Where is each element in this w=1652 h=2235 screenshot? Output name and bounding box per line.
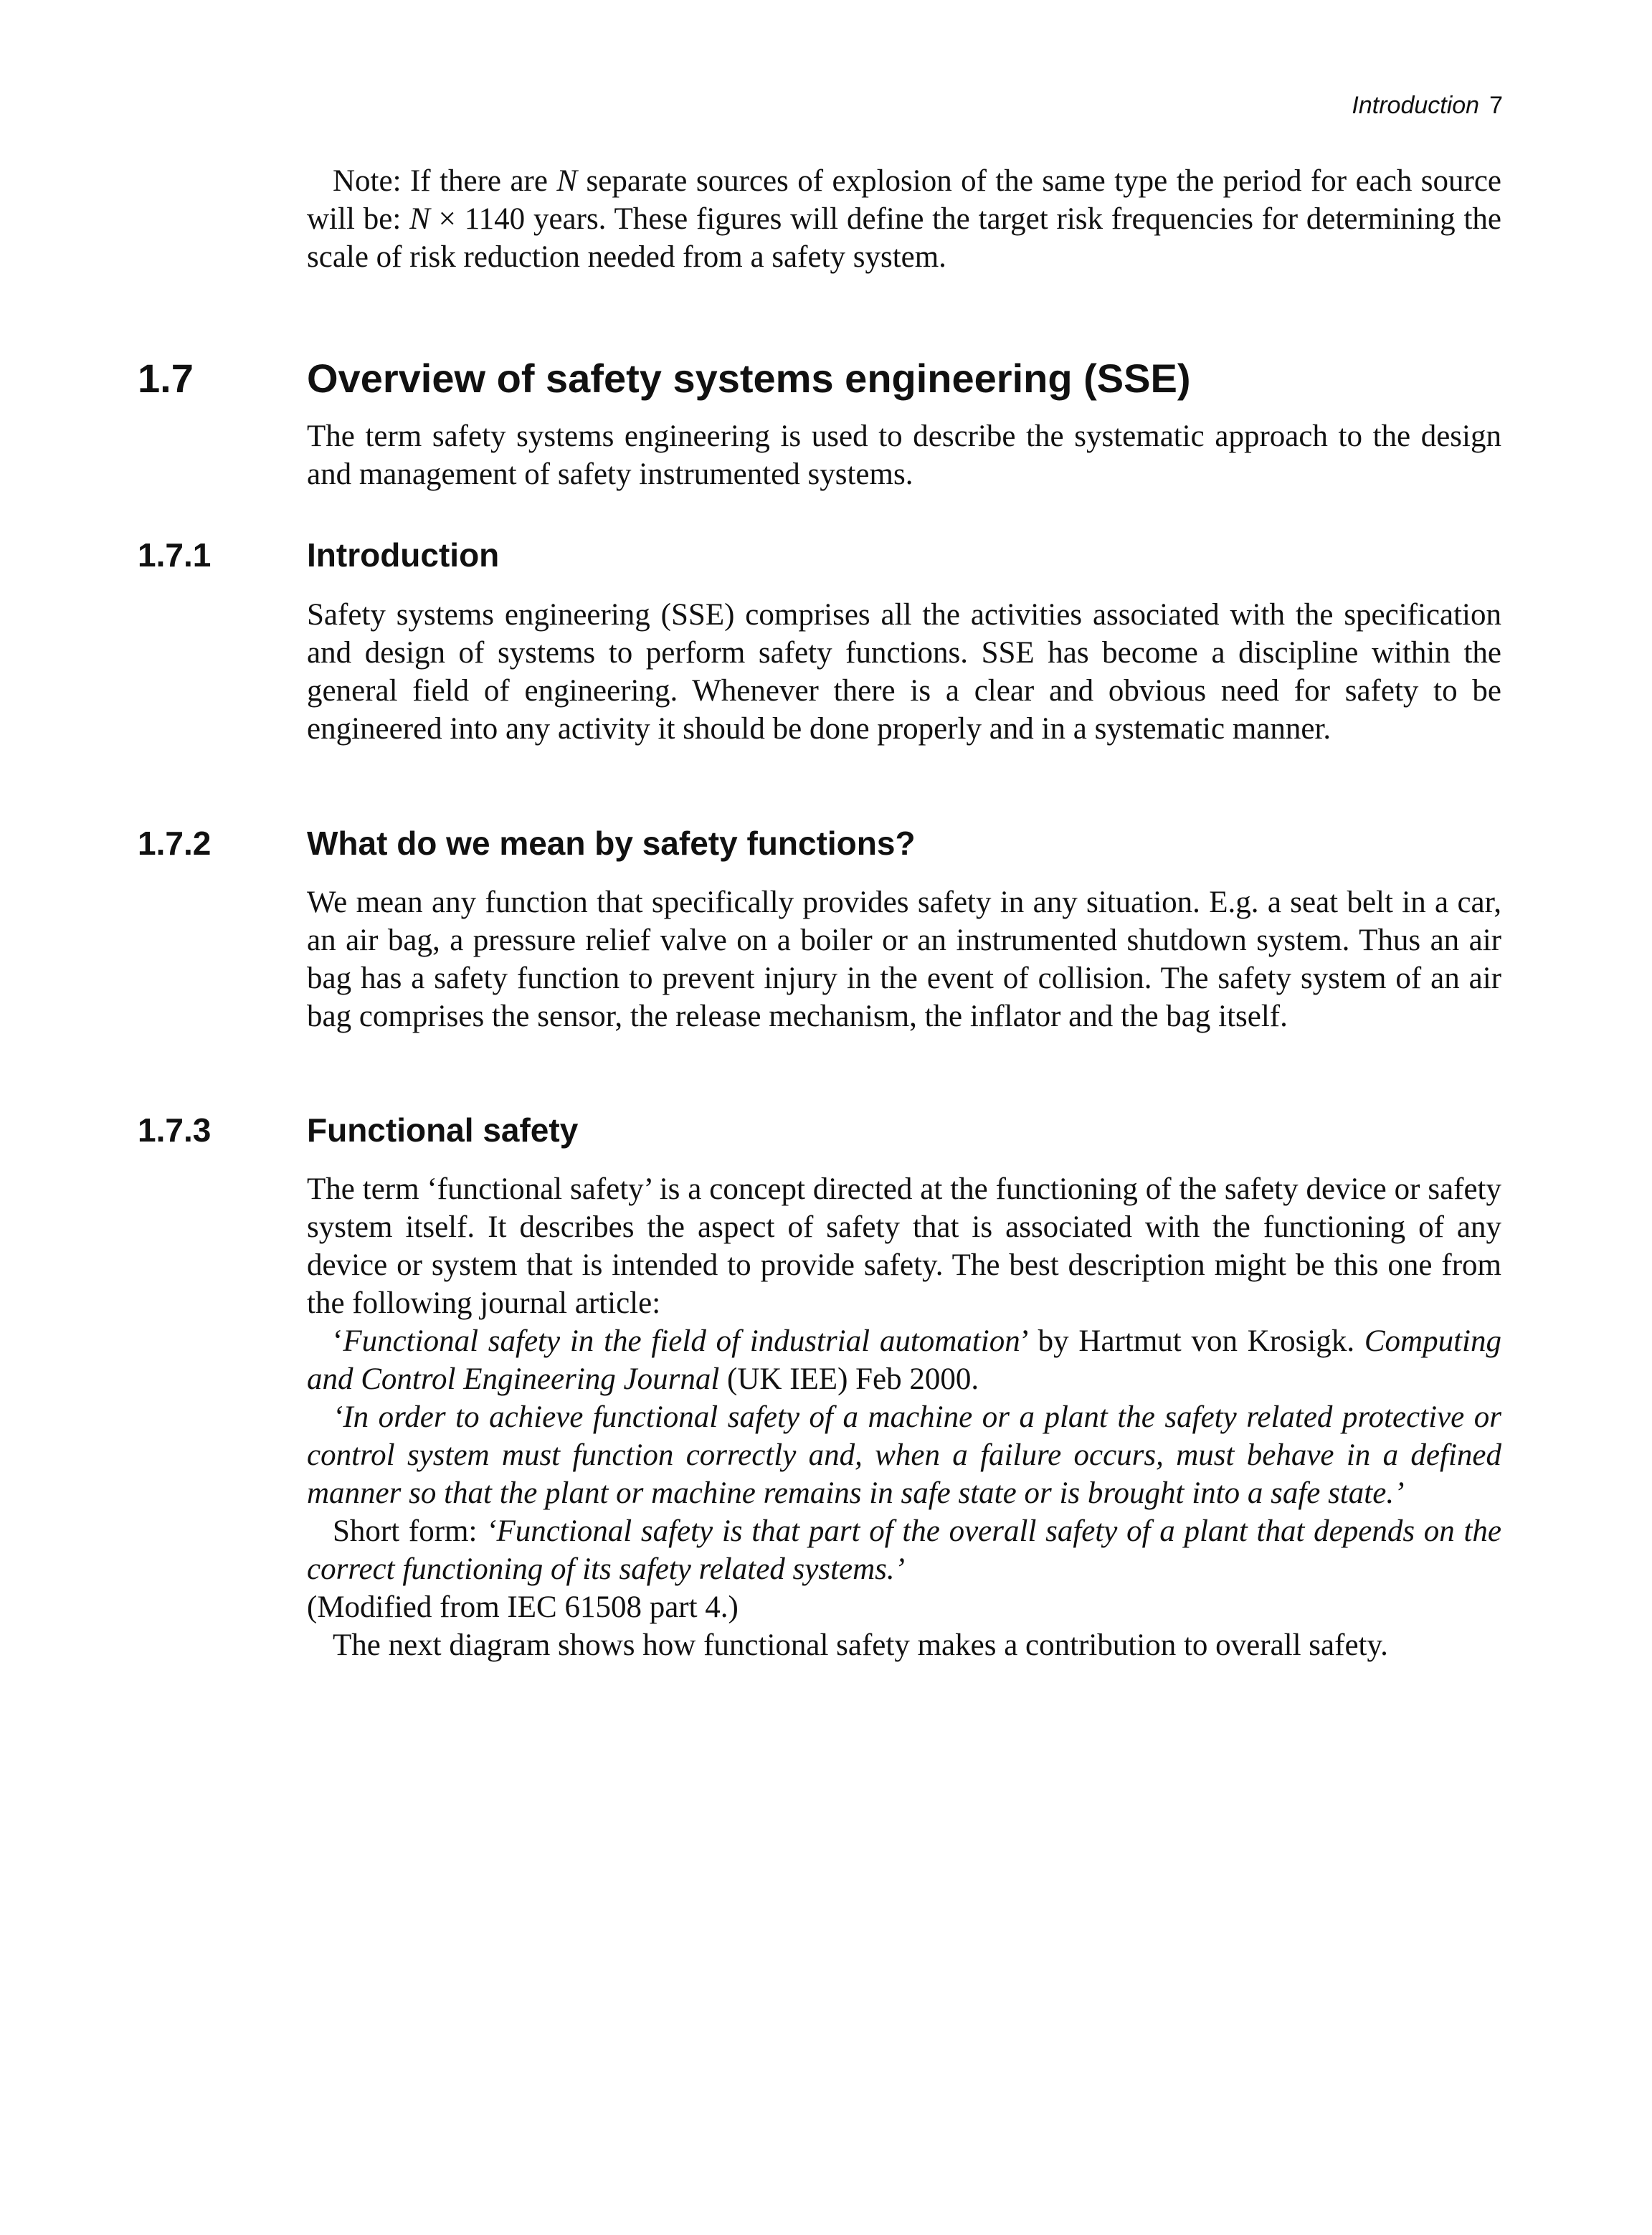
section-title: Overview of safety systems engineering (SSE) xyxy=(307,356,1191,401)
citation-article-title: Functional safety in the field of industrial automation xyxy=(343,1324,1020,1358)
citation-open-quote: ‘ xyxy=(333,1324,343,1358)
section-number: 1.7 xyxy=(138,356,194,401)
note-suffix: × 1140 years. These figures will define the target risk frequencies for determining the scale of risk reduction needed from a safety system. xyxy=(307,202,1501,274)
running-header xyxy=(1352,92,1503,120)
subsection-number: 1.7.1 xyxy=(138,536,212,574)
journal-citation xyxy=(307,1322,1501,1398)
subsection-title: Introduction xyxy=(307,536,500,574)
header-title: Introduction xyxy=(1352,92,1480,119)
subsection-body: Safety systems engineering (SSE) comprises all the activities associated with the specification and design of systems to perform safety functions. SSE has become a discipline within the general field of engineering. Whenever there is a clear and obvious need for safety to be engineered into any activity it should be done properly and in a systematic manner. xyxy=(307,598,1501,746)
short-form xyxy=(307,1512,1501,1588)
subsection-number: 1.7.3 xyxy=(138,1111,212,1149)
subsection-number: 1.7.2 xyxy=(138,825,212,862)
subsection-title: Functional safety xyxy=(307,1111,579,1149)
page-number: 7 xyxy=(1489,92,1503,119)
note-variable: N xyxy=(556,164,578,198)
short-form-label: Short form: xyxy=(333,1514,487,1548)
modified-from-note: (Modified from IEC 61508 part 4.) xyxy=(307,1590,739,1624)
section-body: The term safety systems engineering is used to describe the systematic approach to the design and management of safety instrumented systems. xyxy=(307,419,1501,491)
subsection-title: What do we mean by safety functions? xyxy=(307,825,916,862)
citation-tail: (UK IEE) Feb 2000. xyxy=(719,1362,979,1396)
note-middle: separate sources of explosion of the same type the period for each source will be: xyxy=(307,164,1501,236)
block-quote: ‘In order to achieve functional safety of a machine or a plant the safety related protective or control system must function correctly and, when a failure occurs, must behave in a defined manner so that the plant or machine remains in safe state or is brought into a safe state.’ xyxy=(307,1400,1501,1510)
functional-safety-content xyxy=(307,1170,1501,1664)
note-prefix: Note: If there are xyxy=(333,164,557,198)
closing-sentence: The next diagram shows how functional safety makes a contribution to overall safety. xyxy=(333,1628,1388,1662)
short-form-text: ‘Functional safety is that part of the overall safety of a plant that depends on the correct functioning of its safety related systems.’ xyxy=(307,1514,1501,1586)
functional-safety-paragraph: The term ‘functional safety’ is a concept directed at the functioning of the safety device or safety system itself. It describes the aspect of safety that is associated with the functioning of any device or system that is intended to provide safety. The best description might be this one from the following journal article: xyxy=(307,1172,1501,1320)
note-paragraph xyxy=(307,162,1501,276)
note-variable-2: N xyxy=(409,202,430,236)
citation-journal: Computing and Control Engineering Journal xyxy=(307,1324,1501,1396)
citation-close-quote: ’ xyxy=(1020,1324,1028,1358)
subsection-body: We mean any function that specifically provides safety in any situation. E.g. a seat belt in a car, an air bag, a pressure relief valve on a boiler or an instrumented shutdown system. Thus an air bag has a safety function to prevent injury in the event of collision. The safety system of an air bag comprises the sensor, the release mechanism, the inflator and the bag itself. xyxy=(307,886,1501,1033)
citation-author: by Hartmut von Krosigk. xyxy=(1027,1324,1364,1358)
